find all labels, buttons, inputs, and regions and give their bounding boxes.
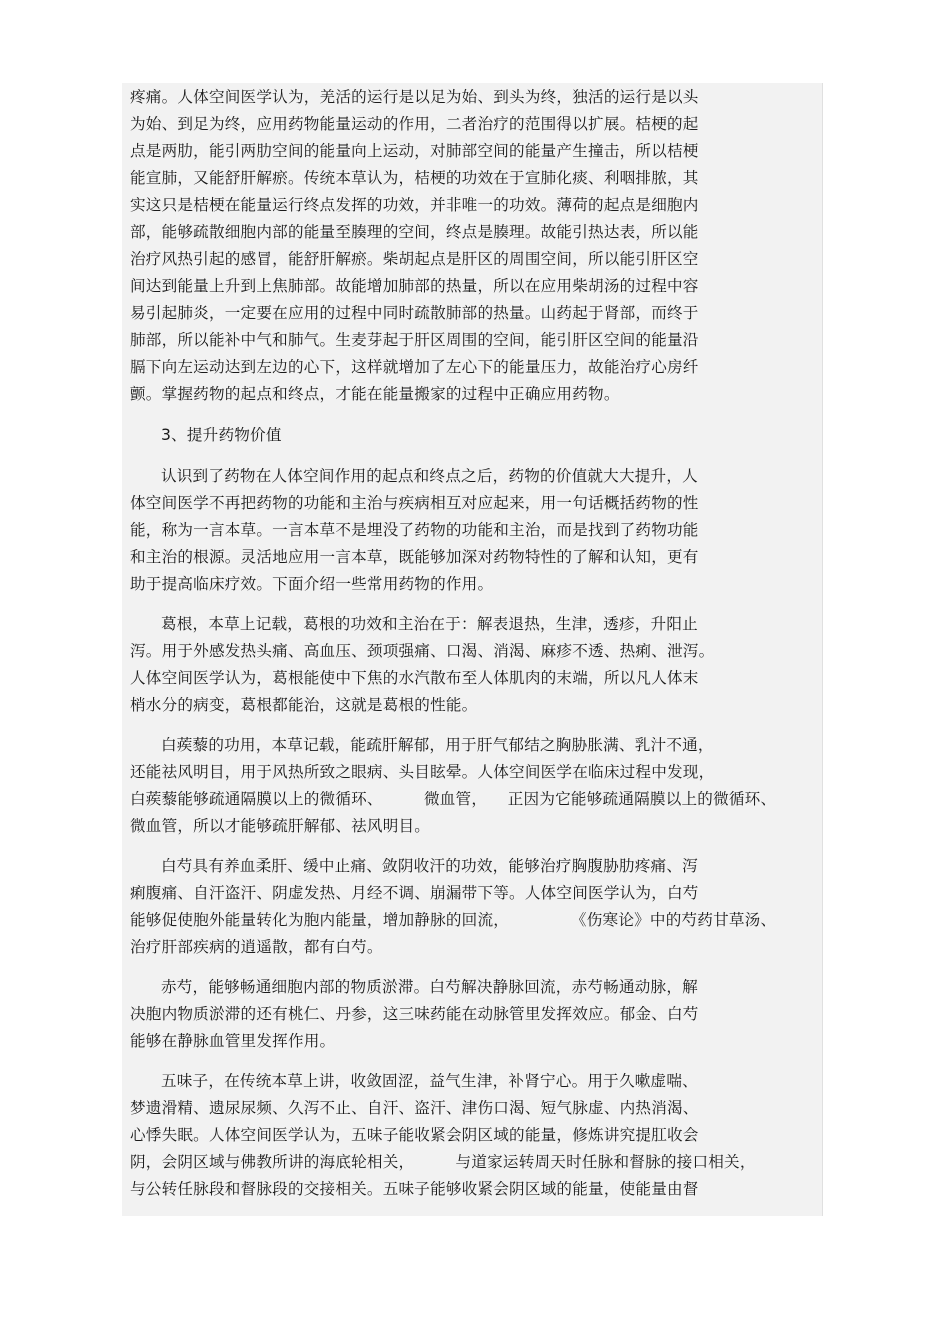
text-line: 微血管，所以才能够疏肝解郁、祛风明目。 bbox=[130, 817, 431, 835]
text-line: 实这只是桔梗在能量运行终点发挥的功效，并非唯一的功效。薄荷的起点是细胞内 bbox=[130, 196, 699, 214]
text-line: 为始、到足为终，应用药物能量运动的作用，二者治疗的范围得以扩展。桔梗的起 bbox=[130, 115, 699, 133]
text-line: 葛根，本草上记载，葛根的功效和主治在于：解表退热，生津，透疹，升阳止 bbox=[130, 615, 698, 633]
text-line: 梦遗滑精、遗尿尿频、久泻不止、自汗、盗汗、津伤口渴、短气脉虚、内热消渴、 bbox=[130, 1099, 699, 1117]
text-line: 梢水分的病变，葛根都能治，这就是葛根的性能。 bbox=[130, 696, 478, 714]
text-line: 能够在静脉血管里发挥作用。 bbox=[130, 1032, 336, 1050]
text-line: 认识到了药物在人体空间作用的起点和终点之后，药物的价值就大大提升，人 bbox=[130, 467, 698, 485]
text-line: 助于提高临床疗效。下面介绍一些常用药物的作用。 bbox=[130, 575, 494, 593]
text-line: 白芍具有养血柔肝、缓中止痛、敛阴收汗的功效，能够治疗胸腹胁肋疼痛、泻 bbox=[130, 857, 698, 875]
text-line: 能宣肺，又能舒肝解瘀。传统本草认为，桔梗的功效在于宣肺化痰、利咽排脓，其 bbox=[130, 169, 699, 187]
text-line: 白蒺藜的功用，本草记载，能疏肝解郁，用于肝气郁结之胸胁胀满、乳汁不通， bbox=[130, 736, 714, 754]
text-line: 心悸失眠。人体空间医学认为，五味子能收紧会阴区域的能量，修炼讲究提肛收会 bbox=[130, 1126, 699, 1144]
text-line: 易引起肺炎，一定要在应用的过程中同时疏散肺部的热量。山药起于肾部，而终于 bbox=[130, 304, 699, 322]
text-line: 能，称为一言本草。一言本草不是埋没了药物的功能和主治，而是找到了药物功能 bbox=[130, 521, 699, 539]
text-line: 五味子，在传统本草上讲，收敛固涩，益气生津，补肾宁心。用于久嗽虚喘、 bbox=[130, 1072, 698, 1090]
text-line: 疼痛。人体空间医学认为，羌活的运行是以足为始、到头为终，独活的运行是以头 bbox=[130, 88, 699, 106]
text-line: 和主治的根源。灵活地应用一言本草，既能够加深对药物特性的了解和认知，更有 bbox=[130, 548, 699, 566]
section-heading: 3、提升药物价值 bbox=[130, 426, 282, 444]
text-line: 白蒺藜能够疏通隔膜以上的微循环、 微血管， 正因为它能够疏通隔膜以上的微循环、 bbox=[130, 790, 777, 808]
text-line: 能够促使胞外能量转化为胞内能量，增加静脉的回流， 《伤寒论》中的芍药甘草汤、 bbox=[130, 911, 777, 929]
text-line: 颤。掌握药物的起点和终点，才能在能量搬家的过程中正确应用药物。 bbox=[130, 385, 620, 403]
text-line: 治疗肝部疾病的逍遥散，都有白芍。 bbox=[130, 938, 383, 956]
text-line: 膈下向左运动达到左边的心下，这样就增加了左心下的能量压力，故能治疗心房纤 bbox=[130, 358, 699, 376]
text-line: 痢腹痛、自汗盗汗、阴虚发热、月经不调、崩漏带下等。人体空间医学认为，白芍 bbox=[130, 884, 699, 902]
text-line: 赤芍，能够畅通细胞内部的物质淤滞。白芍解决静脉回流，赤芍畅通动脉，解 bbox=[130, 978, 698, 996]
text-line: 阴，会阴区域与佛教所讲的海底轮相关， 与道家运转周天时任脉和督脉的接口相关， bbox=[130, 1153, 756, 1171]
text-line: 间达到能量上升到上焦肺部。故能增加肺部的热量，所以在应用柴胡汤的过程中容 bbox=[130, 277, 699, 295]
text-line: 与公转任脉段和督脉段的交接相关。五味子能够收紧会阴区域的能量，使能量由督 bbox=[130, 1180, 699, 1198]
text-line: 部，能够疏散细胞内部的能量至腠理的空间，终点是腠理。故能引热达表，所以能 bbox=[130, 223, 699, 241]
text-line: 泻。用于外感发热头痛、高血压、颈项强痛、口渴、消渴、麻疹不透、热痢、泄泻。 bbox=[130, 642, 715, 660]
text-line: 肺部，所以能补中气和肺气。生麦芽起于肝区周围的空间，能引肝区空间的能量沿 bbox=[130, 331, 699, 349]
text-line: 点是两肋，能引两肋空间的能量向上运动，对肺部空间的能量产生撞击，所以桔梗 bbox=[130, 142, 699, 160]
text-line: 治疗风热引起的感冒，能舒肝解瘀。柴胡起点是肝区的周围空间，所以能引肝区空 bbox=[130, 250, 699, 268]
text-line: 体空间医学不再把药物的功能和主治与疾病相互对应起来，用一句话概括药物的性 bbox=[130, 494, 699, 512]
text-line: 决胞内物质淤滞的还有桃仁、丹参，这三味药能在动脉管里发挥效应。郁金、白芍 bbox=[130, 1005, 699, 1023]
text-line: 还能祛风明目，用于风热所致之眼病、头目眩晕。人体空间医学在临床过程中发现， bbox=[130, 763, 715, 781]
text-line: 人体空间医学认为，葛根能使中下焦的水汽散布至人体肌肉的末端，所以凡人体末 bbox=[130, 669, 699, 687]
